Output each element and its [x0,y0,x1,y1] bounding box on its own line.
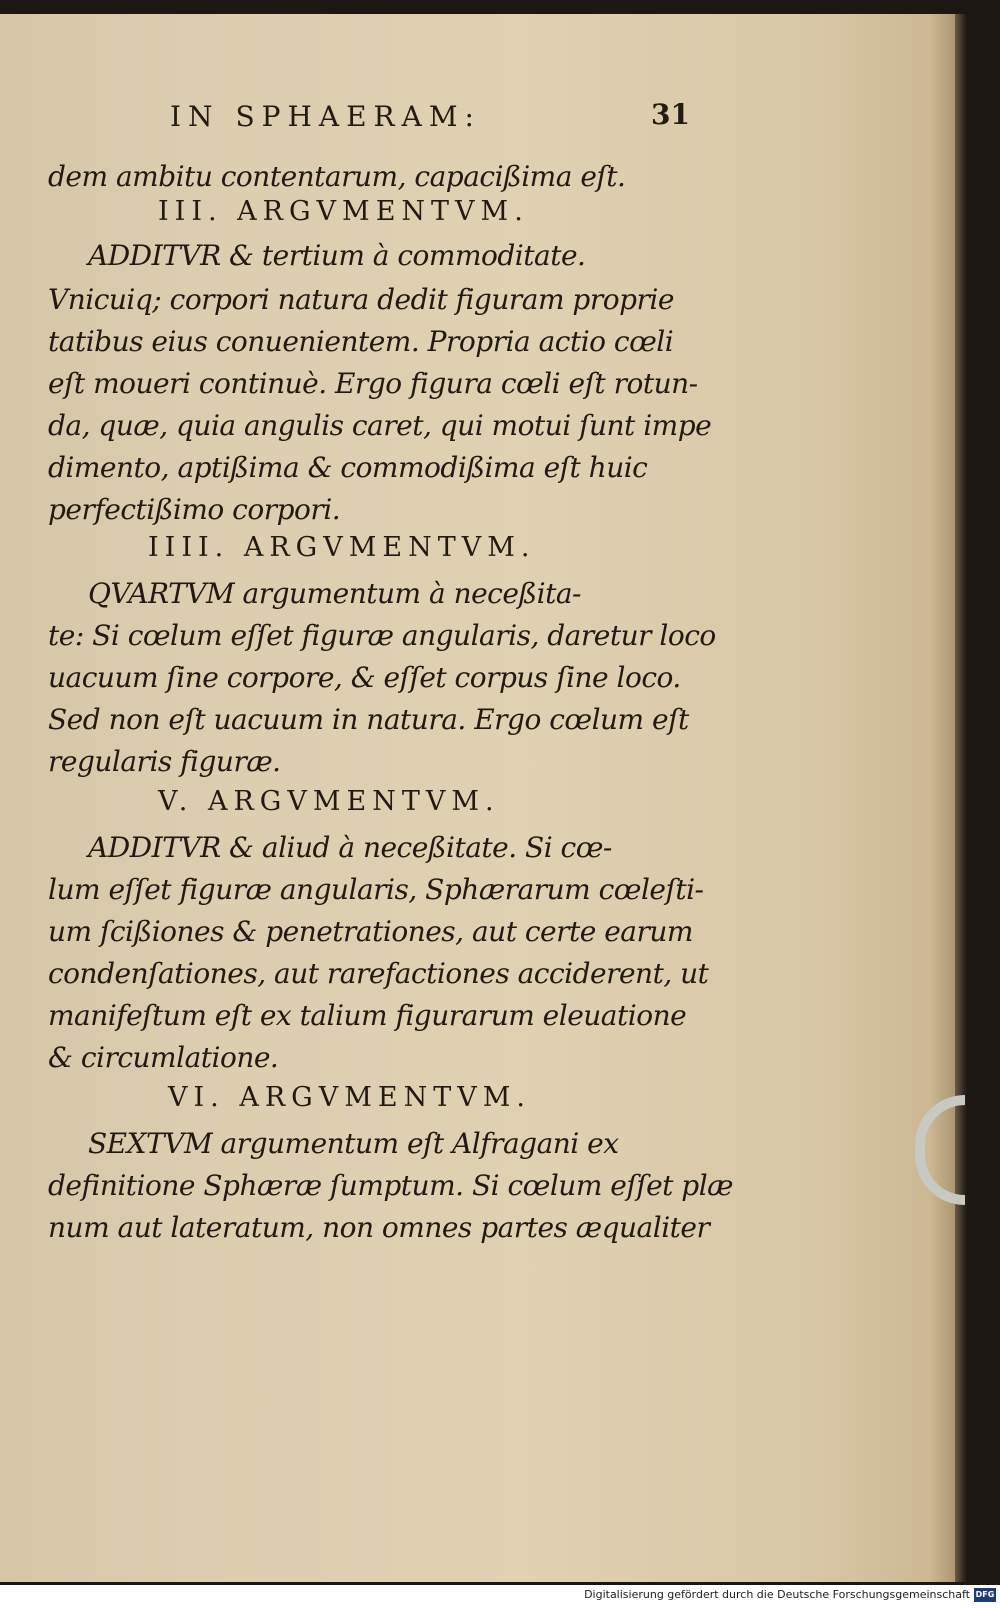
text-line: num aut lateratum, non omnes partes æqualiter [48,1211,710,1244]
dfg-logo-icon: DFG [974,1588,996,1602]
footer-credit: Digitalisierung gefördert durch die Deutsche Forschungsgemeinschaft [584,1588,970,1601]
text-line: perfectißimo corpori. [48,493,341,526]
text-line: QVARTVM argumentum à neceßita- [88,577,581,610]
text-line: uacuum ſine corpore, & eſſet corpus ſine loco. [48,661,681,694]
text-line: manifeſtum eſt ex talium figurarum eleuatione [48,999,687,1032]
text-line: Vnicuiq; corpori natura dedit figuram proprie [48,283,674,316]
text-line: condenſationes, aut rarefactiones acciderent, ut [48,957,709,990]
text-line: definitione Sphæræ ſumptum. Si cœlum eſſet plæ [48,1169,733,1202]
section-heading: IIII. ARGVMENTVM. [148,532,536,563]
running-head-title: IN SPHAERAM: [170,100,481,133]
text-line: da, quæ, quia angulis caret, qui motui ſunt impe [48,409,712,442]
section-heading: VI. ARGVMENTVM. [168,1082,531,1113]
text-line: tatibus eius conuenientem. Propria actio cœli [48,325,674,358]
text-line: dimento, aptißima & commodißima eſt huic [48,451,648,484]
text-line: Sed non eſt uacuum in natura. Ergo cœlum eſt [48,703,689,736]
text-line: ADDITVR & aliud à neceßitate. Si cœ- [88,831,612,864]
text-line: eſt moueri continuè. Ergo figura cœli eſt rotun- [48,367,698,400]
section-heading: V. ARGVMENTVM. [158,786,500,817]
text-line: regularis figuræ. [48,745,281,778]
text-line: te: Si cœlum eſſet figuræ angularis, daretur loco [48,619,716,652]
page-number: 31 [651,98,690,131]
text-line: um ſcißiones & penetrationes, aut certe earum [48,915,693,948]
text-line: dem ambitu contentarum, capacißima eſt. [48,160,626,193]
page-edge [955,14,967,1582]
text-line: lum eſſet figuræ angularis, Sphærarum cœleſti- [48,873,704,906]
running-head [170,100,690,144]
text-line: SEXTVM argumentum eſt Alfragani ex [88,1127,619,1160]
text-line: ADDITVR & tertium à commoditate. [88,239,586,272]
section-heading: III. ARGVMENTVM. [158,196,529,227]
text-line: & circumlatione. [48,1041,279,1074]
page-gutter-shadow [930,14,955,1582]
